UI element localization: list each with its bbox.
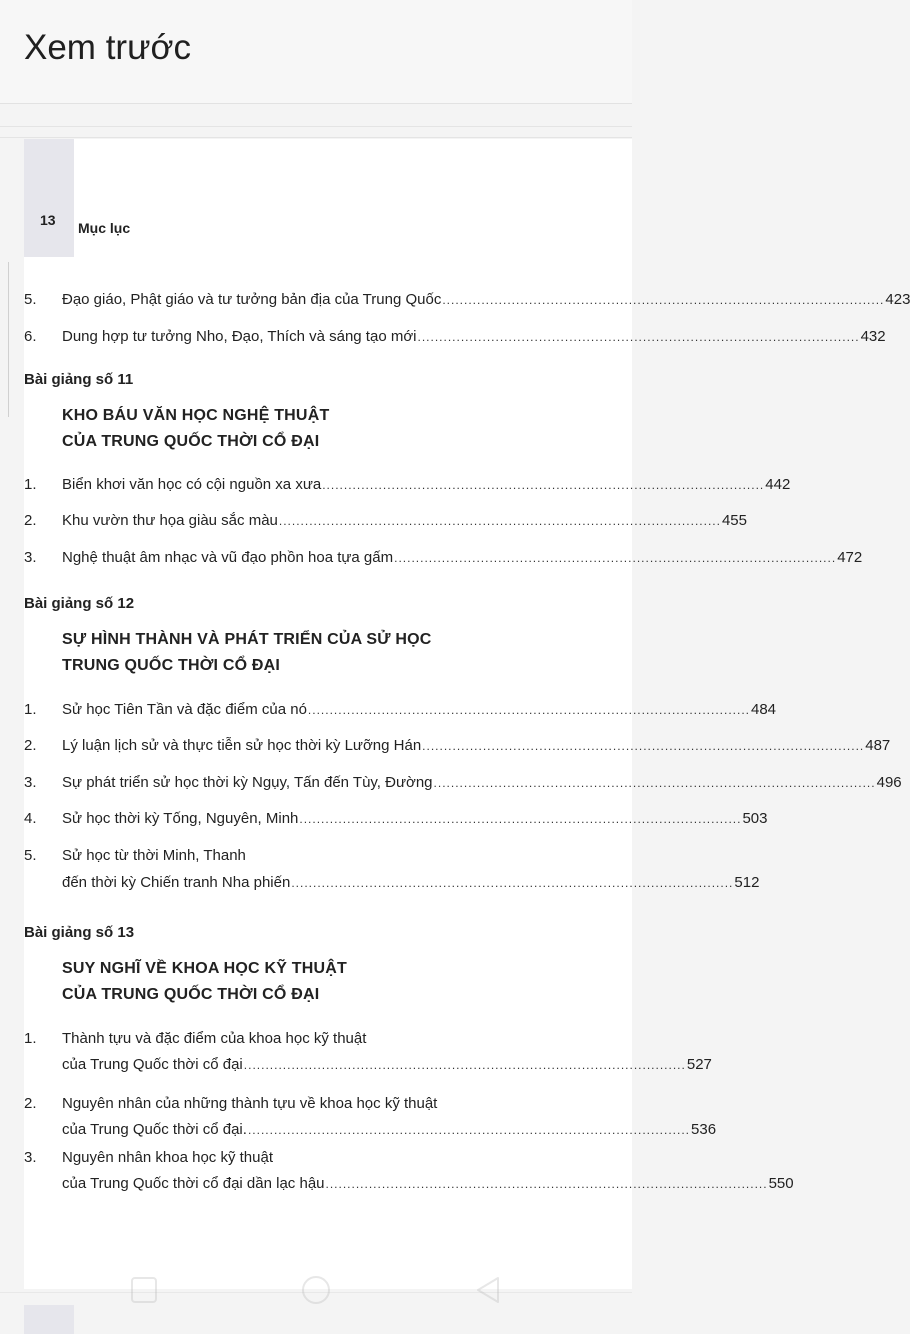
toc-entry-text: Khu vườn thư họa giàu sắc màu [62, 512, 278, 529]
toc-entry-page: 484 [751, 701, 777, 718]
toc-entry-number: 1. [24, 476, 37, 493]
toc-entry-number: 2. [24, 512, 37, 529]
divider [0, 137, 632, 138]
toc-entry: 3. Nguyên nhân khoa học kỹ thuật của Trung Quốc thời cổ đại dần lạc hậu ...................................................................................................... 550 [24, 1147, 590, 1195]
toc-entry-page: 503 [742, 810, 768, 827]
lecture-label: Bài giảng số 13 [24, 924, 135, 941]
toc-entry: 5. Đạo giáo, Phật giáo và tư tưởng bản địa của Trung Quốc ...................................................................................................... 423 [24, 289, 590, 311]
toc-entry-text: của Trung Quốc thời cổ đại dần lạc hậu [62, 1175, 325, 1192]
toc-entry-number: 3. [24, 774, 37, 791]
toc-entry-text: Nguyên nhân của những thành tựu về khoa học kỹ thuật [62, 1095, 438, 1112]
toc-entry-text: Sử học từ thời Minh, Thanh [62, 847, 246, 864]
toc-entry-text: Biển khơi văn học có cội nguồn xa xưa [62, 476, 322, 493]
lecture-title-line2: CỦA TRUNG QUỐC THỜI CỔ ĐẠI [62, 986, 320, 1003]
toc-entry-number: 2. [24, 1095, 37, 1112]
toc-entry-number: 3. [24, 549, 37, 566]
toc-entry-number: 1. [24, 1030, 37, 1047]
toc-entry-page: 536 [691, 1121, 717, 1138]
toc-entry-page: 442 [765, 476, 791, 493]
toc-entry-number: 1. [24, 701, 37, 718]
toc-entry-number: 5. [24, 291, 37, 308]
toc-entry-number: 5. [24, 847, 37, 864]
lecture-label: Bài giảng số 12 [24, 595, 135, 612]
toc-entry-text: Nguyên nhân khoa học kỹ thuật [62, 1149, 273, 1166]
toc-entry: 1. Thành tựu và đặc điểm của khoa học kỹ thuật của Trung Quốc thời cổ đại ...................................................................................................... 527 [24, 1028, 590, 1076]
scroll-indicator[interactable] [0, 262, 9, 417]
lecture-title-line1: SUY NGHĨ VỀ KHOA HỌC KỸ THUẬT [62, 960, 347, 977]
circle-icon[interactable] [298, 1272, 334, 1308]
toc-entry-page: 550 [768, 1175, 794, 1192]
toc-entry-text: của Trung Quốc thời cổ đại [62, 1056, 243, 1073]
triangle-back-icon[interactable] [470, 1272, 506, 1308]
toc-entry-text: Đạo giáo, Phật giáo và tư tưởng bản địa của Trung Quốc [62, 291, 442, 308]
page-title: Xem trước [24, 28, 191, 67]
toc-entry-text: Nghệ thuật âm nhạc và vũ đạo phồn hoa tựa gấm [62, 549, 394, 566]
toc-entry: 3. Nghệ thuật âm nhạc và vũ đạo phồn hoa tựa gấm ...................................................................................................... 472 [24, 547, 590, 569]
toc-entry: 4. Sử học thời kỳ Tống, Nguyên, Minh ...................................................................................................... 503 [24, 808, 590, 830]
toc-entry: 3. Sự phát triển sử học thời kỳ Ngụy, Tấn đến Tùy, Đường ...................................................................................................... 496 [24, 772, 590, 794]
toc-entry: 2. Nguyên nhân của những thành tựu về khoa học kỹ thuật của Trung Quốc thời cổ đại. ...................................................................................................... 536 [24, 1093, 590, 1141]
lecture-title-line2: TRUNG QUỐC THỜI CỔ ĐẠI [62, 657, 281, 674]
square-icon[interactable] [126, 1272, 162, 1308]
toc-entry-page: 496 [876, 774, 902, 791]
toc-entry-text: Lý luận lịch sử và thực tiễn sử học thời kỳ Lưỡng Hán [62, 737, 422, 754]
toc-entry-number: 6. [24, 328, 37, 345]
running-head: Mục lục [78, 220, 131, 236]
toc-entry-page: 423 [885, 291, 910, 308]
toc-entry: 1. Sử học Tiên Tần và đặc điểm của nó ...................................................................................................... 484 [24, 699, 590, 721]
toc-entry-number: 3. [24, 1149, 37, 1166]
toc-entry-number: 2. [24, 737, 37, 754]
toc-entry-page: 527 [686, 1056, 712, 1073]
toc-entry-text: của Trung Quốc thời cổ đại. [62, 1121, 247, 1138]
lecture-label: Bài giảng số 11 [24, 371, 134, 388]
toc-entry: 5. Sử học từ thời Minh, Thanh đến thời kỳ Chiến tranh Nha phiến ...................................................................................................... 512 [24, 845, 590, 894]
toc-entry-page: 512 [734, 874, 760, 891]
toc-entry-page: 487 [865, 737, 891, 754]
toc-entry: 1. Biển khơi văn học có cội nguồn xa xưa ...................................................................................................... 442 [24, 474, 590, 496]
toc-entry: 2. Lý luận lịch sử và thực tiễn sử học thời kỳ Lưỡng Hán ...................................................................................................... 487 [24, 735, 590, 757]
toc-entry: 6. Dung hợp tư tưởng Nho, Đạo, Thích và sáng tạo mới ...................................................................................................... 432 [24, 326, 590, 348]
toc-entry-text: Sử học Tiên Tần và đặc điểm của nó [62, 701, 307, 718]
lecture-title-line1: KHO BÁU VĂN HỌC NGHỆ THUẬT [62, 407, 330, 424]
page-number: 13 [40, 212, 56, 228]
lecture-title-line1: SỰ HÌNH THÀNH VÀ PHÁT TRIỂN CỦA SỬ HỌC [62, 631, 432, 648]
toc-entry-text: Thành tựu và đặc điểm của khoa học kỹ thuật [62, 1030, 367, 1047]
toc-entry-page: 472 [837, 549, 863, 566]
app-header [0, 0, 632, 104]
lecture-title-line2: CỦA TRUNG QUỐC THỜI CỔ ĐẠI [62, 433, 320, 450]
toc-entry-page: 455 [721, 512, 747, 529]
divider [0, 126, 632, 127]
toc-entry-text: Dung hợp tư tưởng Nho, Đạo, Thích và sáng tạo mới [62, 328, 417, 345]
page-tab [24, 139, 74, 257]
toc-entry-text: đến thời kỳ Chiến tranh Nha phiến [62, 874, 291, 891]
next-page-tab [24, 1305, 74, 1334]
toc-entry-text: Sự phát triển sử học thời kỳ Ngụy, Tấn đến Tùy, Đường [62, 774, 433, 791]
toc-entry: 2. Khu vườn thư họa giàu sắc màu ...................................................................................................... 455 [24, 510, 590, 532]
toc-entry-text: Sử học thời kỳ Tống, Nguyên, Minh [62, 810, 299, 827]
toc-entry-number: 4. [24, 810, 37, 827]
toc-entry-page: 432 [860, 328, 886, 345]
